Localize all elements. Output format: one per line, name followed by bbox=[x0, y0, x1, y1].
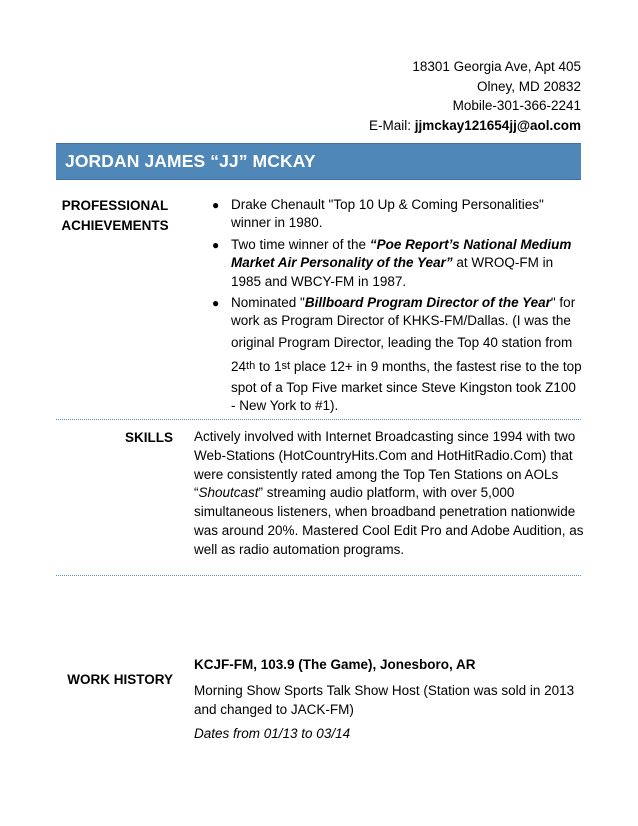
section-divider bbox=[56, 419, 581, 420]
achievement-text: to 1 bbox=[255, 358, 282, 374]
award-name: Billboard Program Director of the Year bbox=[304, 295, 551, 311]
work-station: KCJF-FM, 103.9 (The Game), Jonesboro, AR bbox=[194, 657, 476, 672]
contact-email-line bbox=[369, 116, 581, 136]
achievement-text: Two time winner of the bbox=[231, 236, 370, 252]
name-header-bar bbox=[56, 143, 581, 180]
ordinal-suffix: st bbox=[281, 359, 291, 372]
contact-email[interactable]: jjmckay121654jj@aol.com bbox=[414, 117, 581, 133]
achievement-text: Drake Chenault "Top 10 Up & Coming Personalities" winner in 1980. bbox=[231, 197, 544, 231]
achievements-label bbox=[56, 196, 174, 236]
list-item bbox=[212, 294, 584, 416]
section-divider bbox=[56, 575, 581, 576]
achievement-text: Nominated " bbox=[231, 295, 305, 311]
list-item bbox=[212, 236, 584, 291]
skills-platform: Shoutcast bbox=[198, 485, 259, 501]
contact-block bbox=[369, 57, 581, 135]
bullet-icon: ● bbox=[212, 198, 220, 212]
achievements-list bbox=[212, 196, 584, 419]
contact-address: 18301 Georgia Ave, Apt 405 bbox=[412, 59, 581, 74]
bullet-icon: ● bbox=[212, 296, 220, 311]
contact-email-label: E-Mail: bbox=[368, 117, 415, 133]
achievement-text: at WROQ-FM in 1985 and WBCY-FM in 1987. bbox=[231, 255, 554, 289]
ordinal-suffix: th bbox=[246, 359, 256, 372]
skills-text: ” streaming audio platform, with over 5,000 simultaneous listeners, when broadband penetration nationwide was around 20%. Mastered Cool Edit Pro and Adobe Audition, as well as radio automation programs. bbox=[194, 485, 584, 557]
achievements-label-line2: ACHIEVEMENTS bbox=[61, 218, 169, 233]
contact-mobile: Mobile-301-366-2241 bbox=[452, 98, 581, 113]
work-history-entry bbox=[194, 655, 588, 743]
work-dates: Dates from 01/13 to 03/14 bbox=[194, 726, 351, 741]
work-role: Morning Show Sports Talk Show Host (Station was sold in 2013 and changed to JACK-FM) bbox=[194, 683, 575, 717]
skills-text: Actively involved with Internet Broadcasting since 1994 with two Web-Stations (HotCountryHits.Com and HotHitRadio.Com) that were consistently rated among the Top Ten Stations on AOLs “ bbox=[194, 429, 576, 501]
achievement-text: leading the Top 40 station from 24 bbox=[231, 334, 573, 374]
list-item bbox=[212, 196, 584, 233]
award-name: “Poe Report’s National Medium Market Air Personality of the Year” bbox=[231, 236, 572, 271]
achievement-text: " for work as Program Director of KHKS-FM/Dallas. (I was the original Program Director, bbox=[231, 295, 576, 350]
work-history-label: WORK HISTORY bbox=[67, 672, 173, 687]
bullet-icon: ● bbox=[212, 237, 220, 252]
achievement-text: place 12+ in 9 months, the fastest rise to the top spot of a Top Five market since Steve Kingston took Z100 - New York to #1). bbox=[231, 358, 582, 414]
achievements-label-line1: PROFESSIONAL bbox=[61, 198, 169, 213]
skills-label: SKILLS bbox=[124, 430, 173, 445]
contact-city: Olney, MD 20832 bbox=[476, 78, 581, 94]
skills-description bbox=[194, 428, 588, 560]
candidate-name: JORDAN JAMES “JJ” MCKAY bbox=[65, 151, 316, 171]
